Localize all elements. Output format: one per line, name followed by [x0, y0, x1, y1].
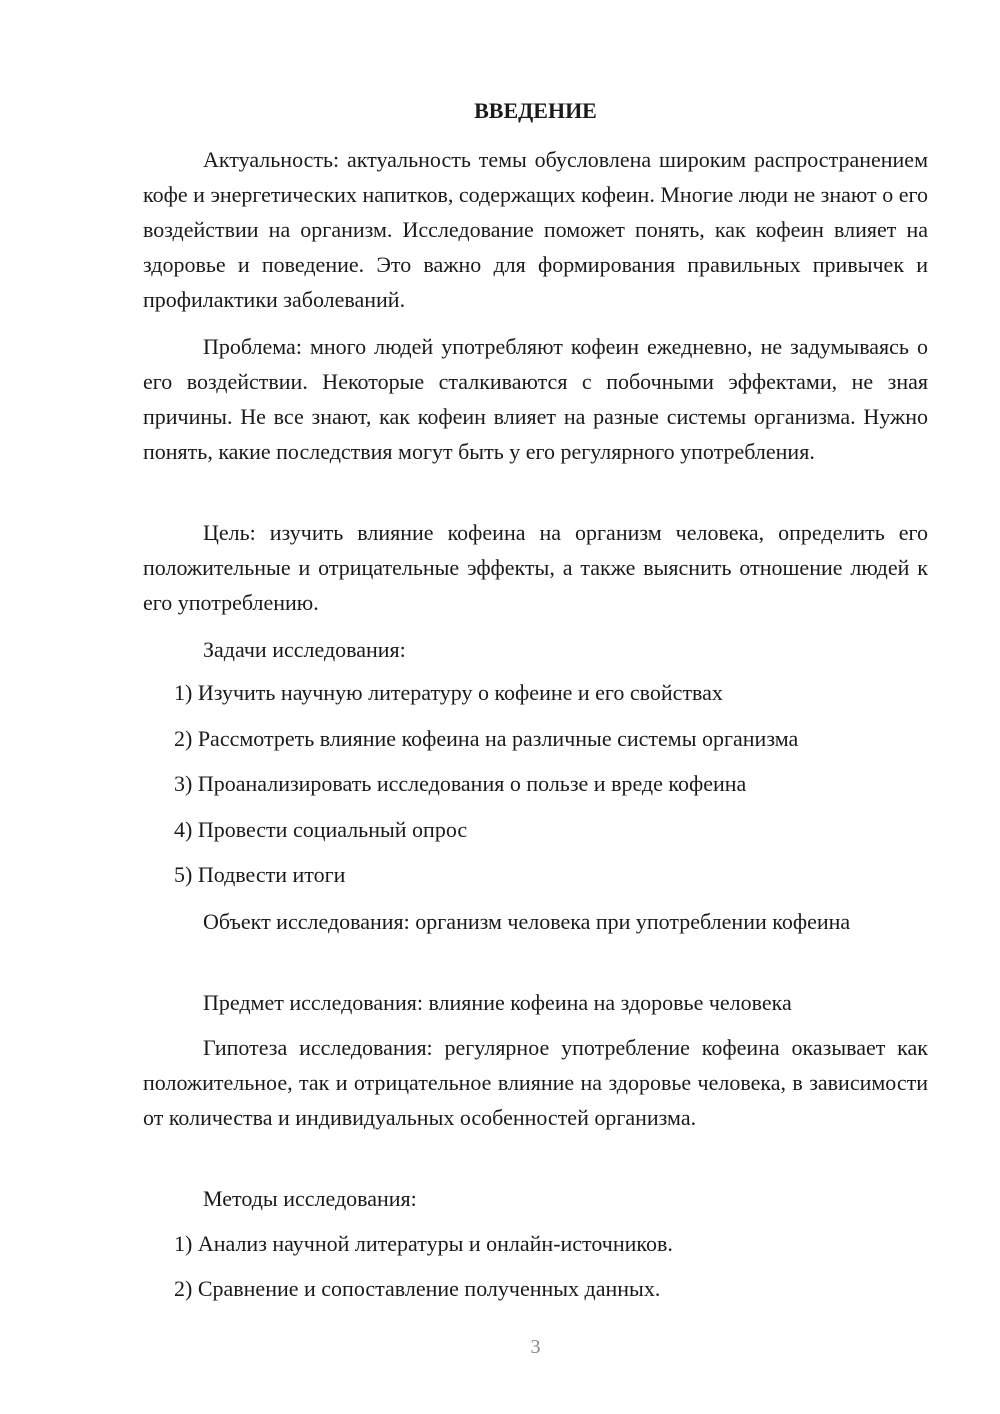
page-number: 3 [530, 1336, 541, 1358]
tasks-heading: Задачи исследования: [203, 637, 406, 662]
document-page [143, 0, 928, 1414]
task-item-3: 3) Проанализировать исследования о пользе и вреде кофеина [174, 771, 747, 796]
paragraph-subject: Предмет исследования: влияние кофеина на здоровье человека [203, 990, 792, 1015]
paragraph-problem: Проблема: много людей употребляют кофеин ежедневно, не задумываясь о его воздействии. Некоторые сталкиваются с побочными эффектами, не зная причины. Не все знают, как кофеин влияет на разные системы организма. Нужно понять, какие последствия могут быть у его регулярного употребления. [143, 334, 928, 464]
page-title: ВВЕДЕНИЕ [474, 98, 597, 123]
method-item-2: 2) Сравнение и сопоставление полученных данных. [174, 1276, 661, 1301]
method-item-1: 1) Анализ научной литературы и онлайн-источников. [174, 1231, 673, 1256]
task-item-1: 1) Изучить научную литературу о кофеине и его свойствах [174, 680, 723, 705]
paragraph-hypothesis: Гипотеза исследования: регулярное употребление кофеина оказывает как положительное, так и отрицательное влияние на здоровье человека, в зависимости от количества и индивидуальных особенностей организма. [143, 1035, 928, 1130]
methods-heading: Методы исследования: [203, 1186, 417, 1211]
task-item-4: 4) Провести социальный опрос [174, 817, 468, 842]
paragraph-object: Объект исследования: организм человека при употреблении кофеина [203, 909, 851, 934]
task-item-2: 2) Рассмотреть влияние кофеина на различные системы организма [174, 726, 799, 751]
paragraph-goal: Цель: изучить влияние кофеина на организм человека, определить его положительные и отрицательные эффекты, а также выяснить отношение людей к его употреблению. [143, 520, 928, 615]
task-item-5: 5) Подвести итоги [174, 862, 346, 887]
paragraph-relevance: Актуальность: актуальность темы обусловлена широким распространением кофе и энергетических напитков, содержащих кофеин. Многие люди не знают о его воздействии на организм. Исследование поможет понять, как кофеин влияет на здоровье и поведение. Это важно для формирования правильных привычек и профилактики заболеваний. [143, 147, 928, 312]
